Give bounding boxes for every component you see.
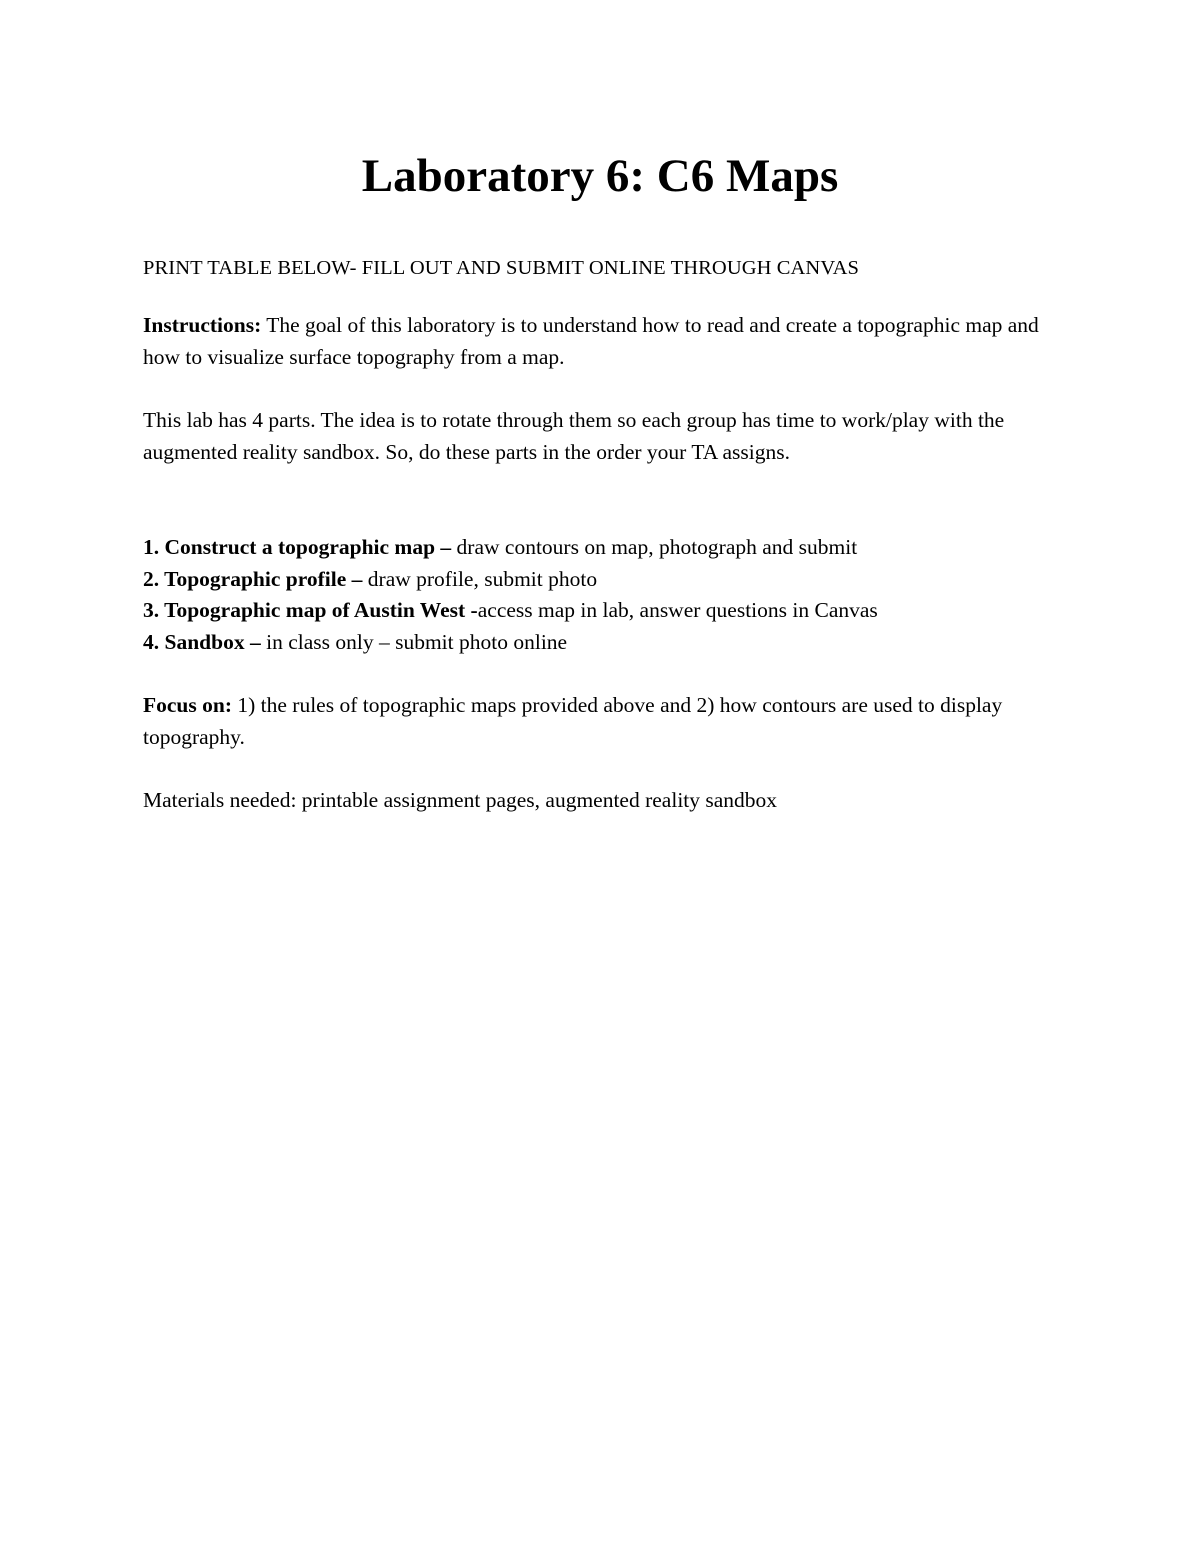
- list-item-title: 4. Sandbox –: [143, 629, 261, 654]
- list-item-text: draw contours on map, photograph and submit: [451, 535, 858, 559]
- instructions-label: Instructions:: [143, 313, 262, 337]
- parts-list: [143, 532, 1073, 658]
- list-item: [143, 532, 1073, 564]
- list-item: [143, 564, 1073, 596]
- list-item-title: 3. Topographic map of Austin West -: [143, 598, 478, 623]
- list-item: [143, 627, 1073, 659]
- list-item-text: draw profile, submit photo: [362, 566, 598, 591]
- print-instruction: PRINT TABLE BELOW- FILL OUT AND SUBMIT ONLINE THROUGH CANVAS: [143, 257, 860, 279]
- instructions-paragraph: [143, 310, 1073, 373]
- focus-label: Focus on:: [143, 693, 232, 717]
- focus-text: 1) the rules of topographic maps provided above and 2) how contours are used to display topography.: [143, 693, 1003, 749]
- page-title: Laboratory 6: C6 Maps: [361, 150, 839, 202]
- materials-paragraph: Materials needed: printable assignment pages, augmented reality sandbox: [143, 788, 778, 812]
- list-item-title: 2. Topographic profile –: [143, 566, 363, 591]
- list-item-title: 1. Construct a topographic map –: [143, 535, 452, 559]
- list-item-text: in class only – submit photo online: [260, 629, 568, 654]
- list-item: [143, 595, 1073, 627]
- instructions-text: The goal of this laboratory is to understand how to read and create a topographic map and how to visualize surface topography from a map.: [143, 313, 1039, 369]
- parts-paragraph: This lab has 4 parts. The idea is to rotate through them so each group has time to work/play with the augmented reality sandbox. So, do these parts in the order your TA assigns.: [143, 408, 1005, 464]
- list-item-text: access map in lab, answer questions in Canvas: [477, 598, 878, 623]
- focus-paragraph: [143, 690, 1073, 753]
